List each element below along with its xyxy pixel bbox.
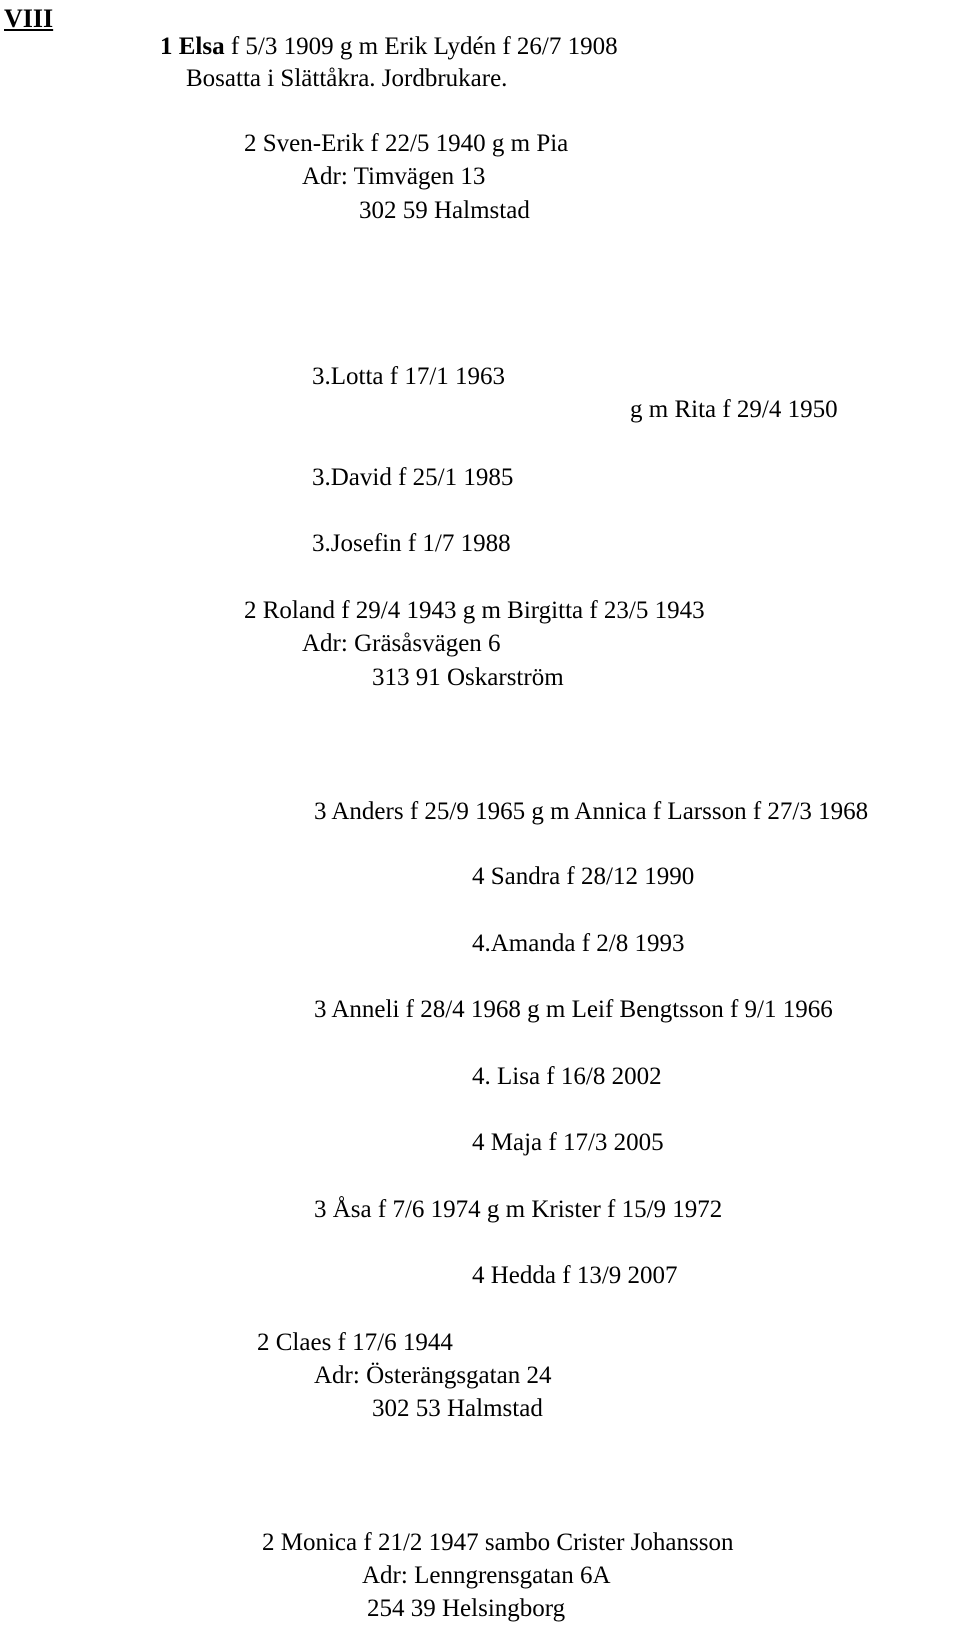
entry-claes: 2 Claes f 17/6 1944: [257, 1329, 453, 1356]
entry-sandra: 4 Sandra f 28/12 1990: [472, 863, 695, 890]
entry-claes-address: Adr: Österängsgatan 24: [314, 1362, 552, 1389]
section-number: VIII: [4, 4, 54, 33]
entry-asa: 3 Åsa f 7/6 1974 g m Krister f 15/9 1972: [314, 1196, 723, 1223]
entry-josefin: 3.Josefin f 1/7 1988: [312, 530, 511, 557]
entry-monica: 2 Monica f 21/2 1947 sambo Crister Johansson: [262, 1529, 734, 1556]
entry-amanda: 4.Amanda f 2/8 1993: [472, 930, 685, 957]
entry-david: 3.David f 25/1 1985: [312, 464, 514, 491]
entry-maja: 4 Maja f 17/3 2005: [472, 1129, 664, 1156]
entry-lotta: 3.Lotta f 17/1 1963: [312, 363, 506, 390]
entry-sven-erik: 2 Sven-Erik f 22/5 1940 g m Pia: [244, 130, 569, 157]
entry-lisa: 4. Lisa f 16/8 2002: [472, 1063, 662, 1090]
entry-hedda: 4 Hedda f 13/9 2007: [472, 1262, 678, 1289]
entry-roland: 2 Roland f 29/4 1943 g m Birgitta f 23/5 1943: [244, 597, 705, 624]
entry-sven-erik-postal: 302 59 Halmstad: [359, 197, 530, 224]
entry-monica-address: Adr: Lenngrensgatan 6A: [362, 1562, 611, 1589]
entry-sven-erik-address: Adr: Timvägen 13: [302, 163, 486, 190]
entry-anneli: 3 Anneli f 28/4 1968 g m Leif Bengtsson f 9/1 1966: [314, 996, 833, 1023]
entry-anders: 3 Anders f 25/9 1965 g m Annica f Larsson f 27/3 1968: [314, 798, 869, 825]
entry-monica-postal: 254 39 Helsingborg: [367, 1595, 566, 1622]
entry-elsa-name: 1 Elsa: [160, 33, 225, 60]
entry-elsa-line1: [160, 32, 618, 62]
entry-elsa-details: f 5/3 1909 g m Erik Lydén f 26/7 1908: [224, 33, 618, 60]
entry-roland-address: Adr: Gräsåsvägen 6: [302, 630, 501, 657]
entry-lotta-spouse: g m Rita f 29/4 1950: [630, 396, 838, 423]
entry-roland-postal: 313 91 Oskarström: [372, 664, 564, 691]
entry-claes-postal: 302 53 Halmstad: [372, 1395, 543, 1422]
entry-elsa-residence: Bosatta i Slättåkra. Jordbrukare.: [186, 65, 508, 92]
